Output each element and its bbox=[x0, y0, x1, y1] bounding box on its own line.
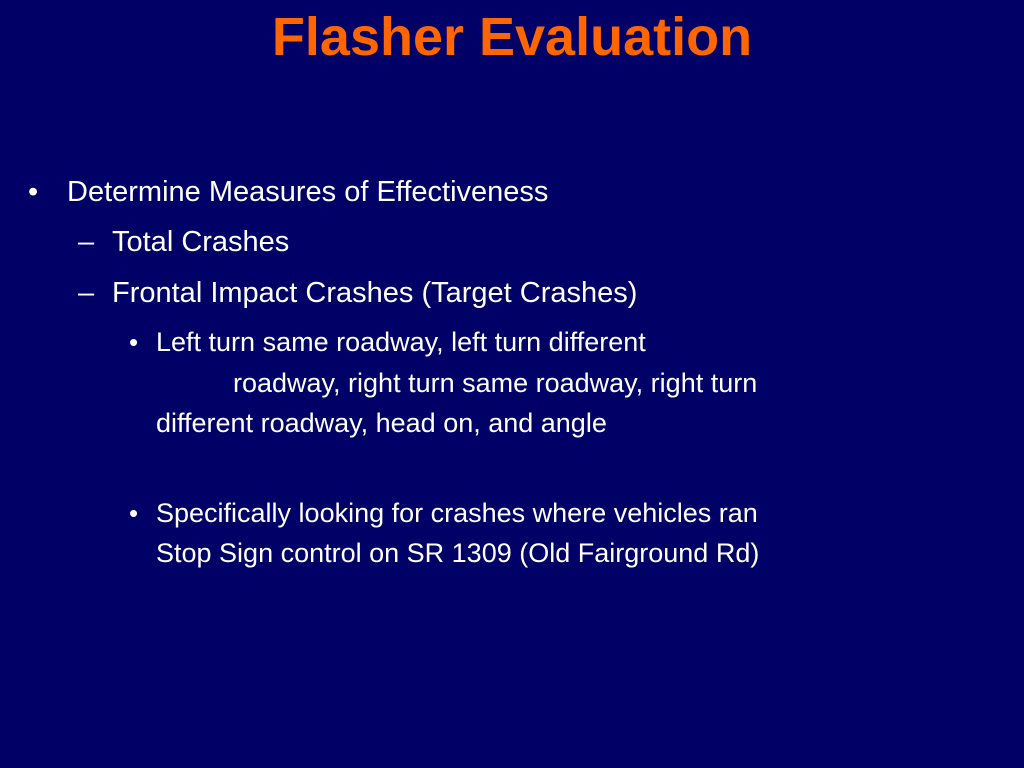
stop-sign-note-line-2: Stop Sign control on SR 1309 (Old Fairground Rd) bbox=[156, 538, 760, 568]
bullet-marker: • bbox=[28, 176, 39, 208]
crash-types-line-2: roadway, right turn same roadway, right turn bbox=[233, 368, 758, 398]
dash-marker: – bbox=[78, 226, 95, 258]
bullet-measures-of-effectiveness: Determine Measures of Effectiveness bbox=[67, 176, 549, 208]
bullet-marker: • bbox=[129, 327, 139, 357]
crash-types-line-1: Left turn same roadway, left turn different bbox=[156, 327, 646, 357]
stop-sign-note-line-1: Specifically looking for crashes where vehicles ran bbox=[156, 498, 758, 528]
subbullet-frontal-impact-crashes: Frontal Impact Crashes (Target Crashes) bbox=[112, 277, 638, 309]
bullet-marker: • bbox=[129, 498, 139, 528]
dash-marker: – bbox=[78, 277, 95, 309]
crash-types-line-3: different roadway, head on, and angle bbox=[156, 408, 607, 438]
subbullet-total-crashes: Total Crashes bbox=[112, 226, 290, 258]
slide-title: Flasher Evaluation bbox=[271, 7, 753, 67]
